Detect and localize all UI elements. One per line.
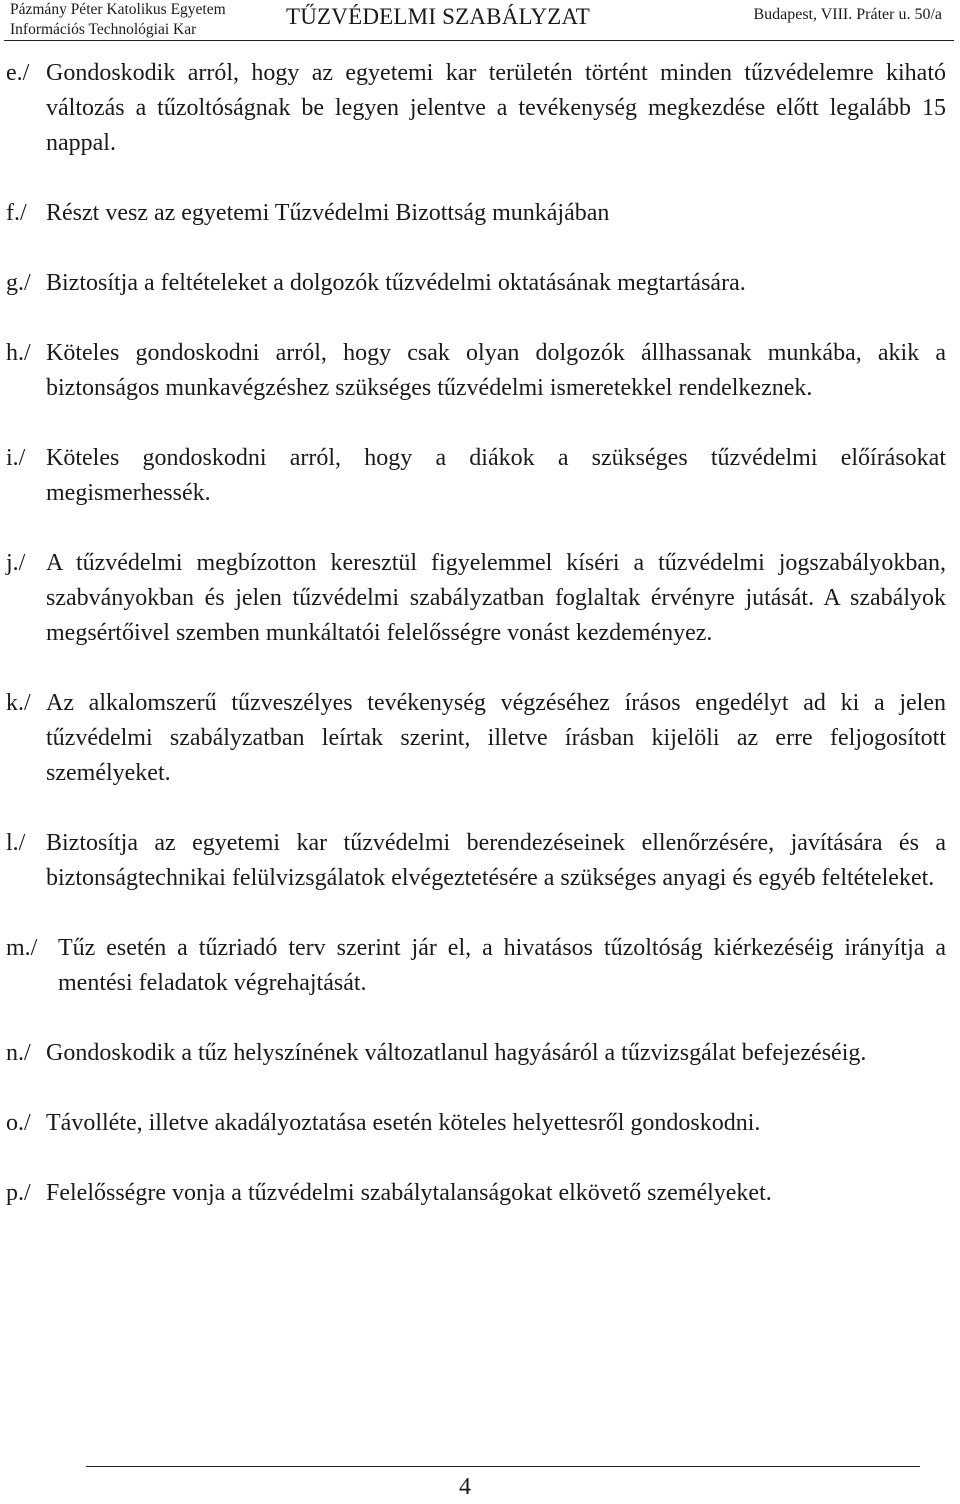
list-item-p [0, 1176, 960, 1211]
document-title: TŰZVÉDELMI SZABÁLYZAT [286, 4, 591, 29]
list-item-l [0, 826, 960, 896]
list-item-h [0, 336, 960, 406]
item-text: Távolléte, illetve akadályoztatása esetén köteles helyettesről gondoskodni. [46, 1110, 761, 1136]
item-text: Az alkalomszerű tűzveszélyes tevékenység végzéséhez írásos engedélyt ad ki a jelen tűzvédelmi szabályzatban leírtak szerint, illetve írásban kijelöli az erre feljogosított személyeket. [46, 690, 946, 786]
item-text: Gondoskodik arról, hogy az egyetemi kar területén történt minden tűzvédelemre kiható változás a tűzoltóságnak be legyen jelentve a tevékenység megkezdése előtt legalább 15 nappal. [46, 60, 946, 156]
list-item-f [0, 196, 960, 231]
institution-line-2: Információs Technológiai Kar [10, 21, 197, 38]
institution-line-1: Pázmány Péter Katolikus Egyetem [10, 1, 226, 18]
item-text: Tűz esetén a tűzriadó terv szerint jár el, a hivatásos tűzoltóság kiérkezéséig irányítja a mentési feladatok végrehajtását. [58, 935, 946, 996]
item-label: j./ [6, 550, 26, 576]
document-body [0, 56, 960, 1246]
list-item-o [0, 1106, 960, 1141]
item-text: Felelősségre vonja a tűzvédelmi szabálytalanságokat elkövető személyeket. [46, 1180, 772, 1206]
footer-divider [86, 1466, 920, 1467]
page-number: 4 [459, 1474, 471, 1500]
item-label: p./ [6, 1180, 31, 1206]
item-text: Köteles gondoskodni arról, hogy a diákok a szükséges tűzvédelmi előírásokat megismerhessék. [46, 445, 946, 506]
list-item-k [0, 686, 960, 791]
list-item-g [0, 266, 960, 301]
list-item-n [0, 1036, 960, 1071]
header-divider [4, 40, 954, 41]
item-label: e./ [6, 60, 30, 86]
item-label: m./ [6, 935, 38, 961]
item-label: l./ [6, 830, 26, 856]
item-label: n./ [6, 1040, 31, 1066]
item-text: Köteles gondoskodni arról, hogy csak olyan dolgozók állhassanak munkába, akik a biztonságos munkavégzéshez szükséges tűzvédelmi ismeretekkel rendelkeznek. [46, 340, 946, 401]
list-item-j [0, 546, 960, 651]
item-text: Gondoskodik a tűz helyszínének változatlanul hagyásáról a tűzvizsgálat befejezéséig. [46, 1040, 867, 1066]
institution-name [10, 0, 226, 40]
item-label: h./ [6, 340, 31, 366]
list-item-i [0, 441, 960, 511]
list-item-m [0, 931, 960, 1001]
list-item-e [0, 56, 960, 161]
item-text: Részt vesz az egyetemi Tűzvédelmi Bizottság munkájában [46, 200, 610, 226]
item-text: A tűzvédelmi megbízotton keresztül figyelemmel kíséri a tűzvédelmi jogszabályokban, szabványokban és jelen tűzvédelmi szabályzatban foglaltak érvényre jutását. A szabályok megsértőivel szemben munkáltatói felelősségre vonást kezdeményez. [46, 550, 946, 646]
address: Budapest, VIII. Práter u. 50/a [753, 6, 942, 23]
item-label: i./ [6, 445, 26, 471]
item-label: k./ [6, 690, 31, 716]
item-text: Biztosítja az egyetemi kar tűzvédelmi berendezéseinek ellenőrzésére, javítására és a biztonságtechnikai felülvizsgálatok elvégeztetésére a szükséges anyagi és egyéb feltételeket. [46, 830, 946, 891]
item-label: g./ [6, 270, 31, 296]
page-header [0, 0, 960, 42]
item-label: o./ [6, 1110, 31, 1136]
item-label: f./ [6, 200, 27, 226]
item-text: Biztosítja a feltételeket a dolgozók tűzvédelmi oktatásának megtartására. [46, 270, 746, 296]
